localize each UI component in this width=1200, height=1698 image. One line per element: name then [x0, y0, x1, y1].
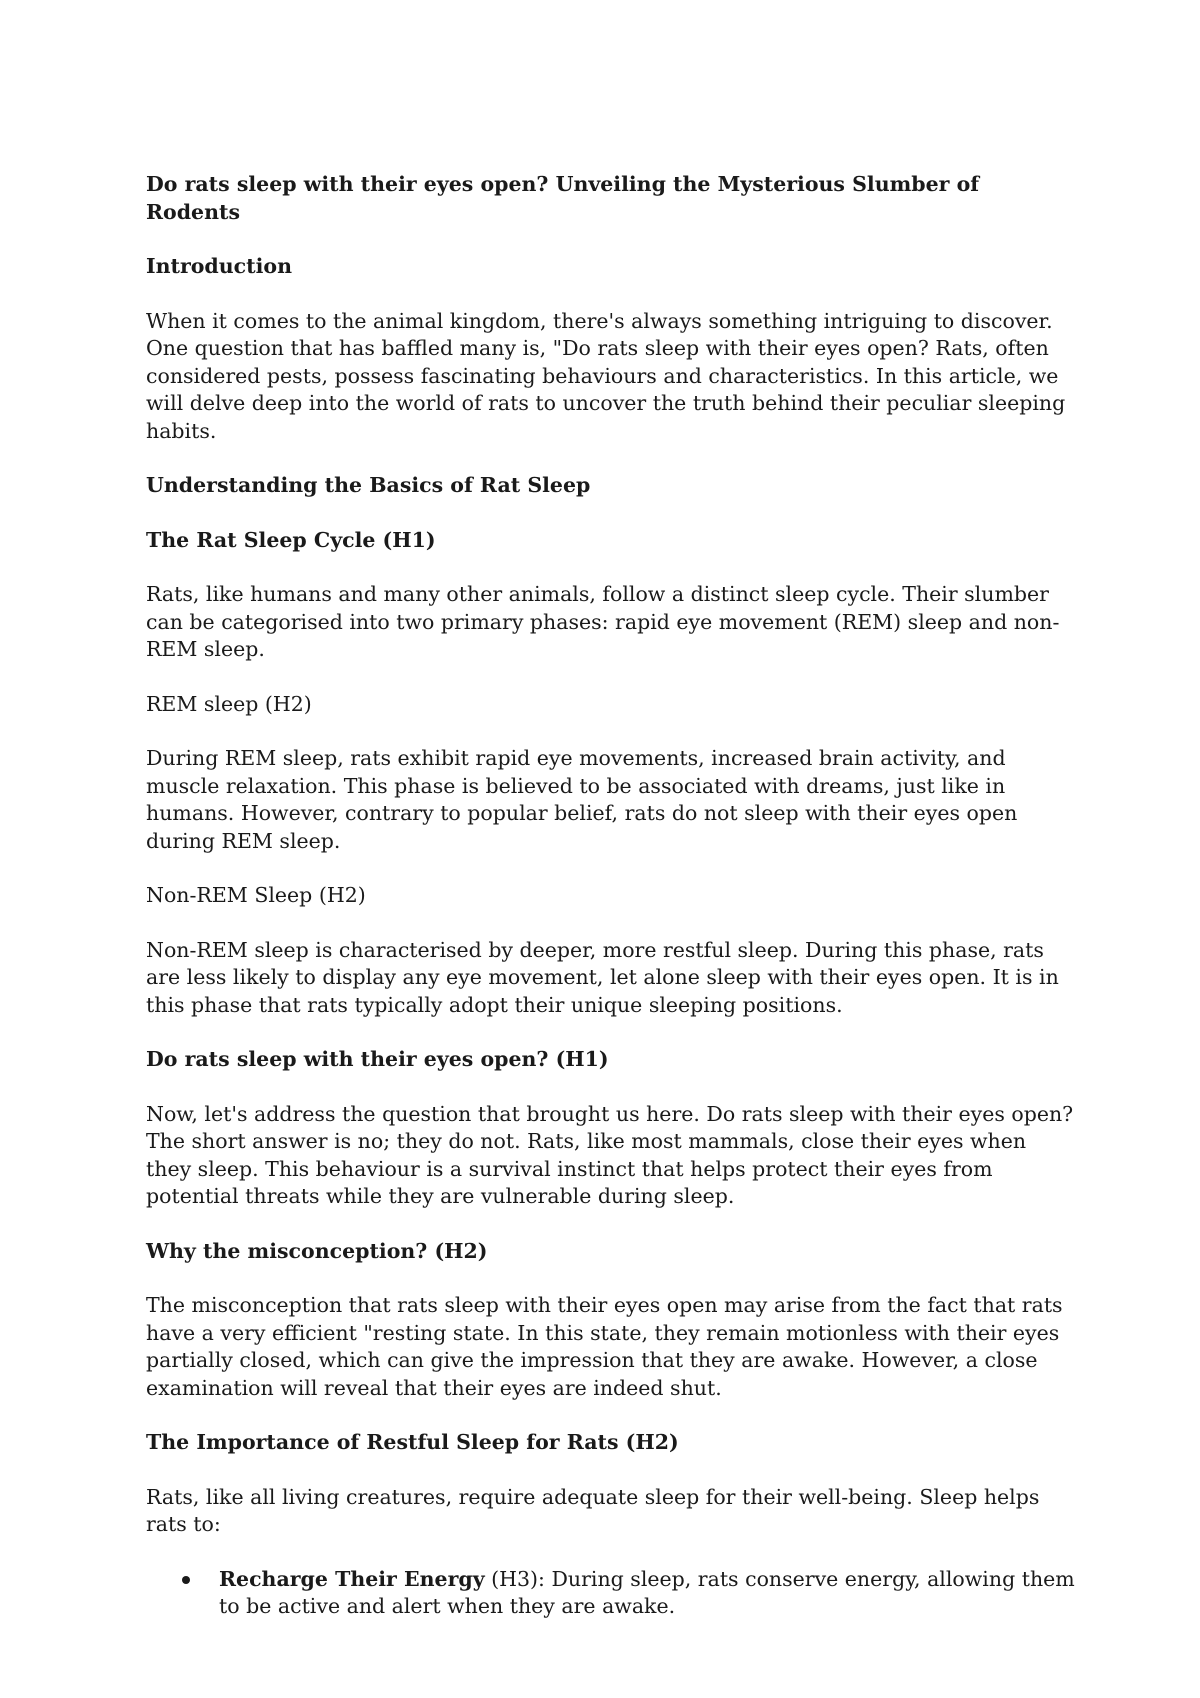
bullet-list [146, 1566, 1076, 1621]
heading-sleep-cycle: The Rat Sleep Cycle (H1) [146, 527, 436, 552]
heading-rem-sleep: REM sleep (H2) [146, 691, 312, 716]
paragraph-rem-sleep: During REM sleep, rats exhibit rapid eye movements, increased brain activity, and muscle relaxation. This phase is believed to be associated with dreams, just like in humans. However, contrary to popular belief, rats do not sleep with their eyes open during REM sleep. [146, 746, 1018, 853]
paragraph-non-rem-sleep: Non-REM sleep is characterised by deeper, more restful sleep. During this phase, rats are less likely to display any eye movement, let alone sleep with their eyes open. It is in this phase that rats typically adopt their unique sleeping positions. [146, 937, 1059, 1017]
paragraph-sleep-cycle: Rats, like humans and many other animals, follow a distinct sleep cycle. Their slumber can be categorised into two primary phases: rapid eye movement (REM) sleep and non-REM sleep. [146, 582, 1060, 661]
heading-introduction: Introduction [146, 254, 292, 278]
list-item-bold: Recharge Their Energy [219, 1566, 485, 1591]
heading-non-rem-sleep: Non-REM Sleep (H2) [146, 883, 366, 907]
heading-restful-sleep-importance: The Importance of Restful Sleep for Rats (H2) [146, 1430, 679, 1454]
paragraph-misconception: The misconception that rats sleep with their eyes open may arise from the fact that rats have a very efficient "resting state. In this state, they remain motionless with their eyes partially closed, which can give the impression that they are awake. However, a close examination will reveal that their eyes are indeed shut. [146, 1293, 1063, 1400]
list-item-text: (H3): During sleep, rats conserve energy, allowing them to be active and alert when they are awake. [219, 1566, 1075, 1618]
paragraph-eyes-open-question: Now, let's address the question that brought us here. Do rats sleep with their eyes open? The short answer is no; they do not. Rats, like most mammals, close their eyes when they sleep. This behaviour is a survival instinct that helps protect their eyes from potential threats while they are vulnerable during sleep. [146, 1101, 1074, 1208]
heading-eyes-open-question: Do rats sleep with their eyes open? (H1) [146, 1047, 609, 1071]
document-body [146, 171, 1076, 1621]
document-title: Do rats sleep with their eyes open? Unveiling the Mysterious Slumber of Rodents [146, 172, 980, 224]
bullet-icon [182, 1576, 190, 1584]
paragraph-introduction: When it comes to the animal kingdom, there's always something intriguing to discover. One question that has baffled many is, "Do rats sleep with their eyes open? Rats, often considered pests, possess fascinating behaviours and characteristics. In this article, we will delve deep into the world of rats to uncover the truth behind their peculiar sleeping habits. [146, 308, 1066, 443]
list-item [146, 1566, 1076, 1621]
paragraph-restful-sleep-importance: Rats, like all living creatures, require adequate sleep for their well-being. Sleep helps rats to: [146, 1484, 1040, 1536]
heading-misconception: Why the misconception? (H2) [146, 1238, 488, 1263]
heading-basics: Understanding the Basics of Rat Sleep [146, 473, 591, 497]
